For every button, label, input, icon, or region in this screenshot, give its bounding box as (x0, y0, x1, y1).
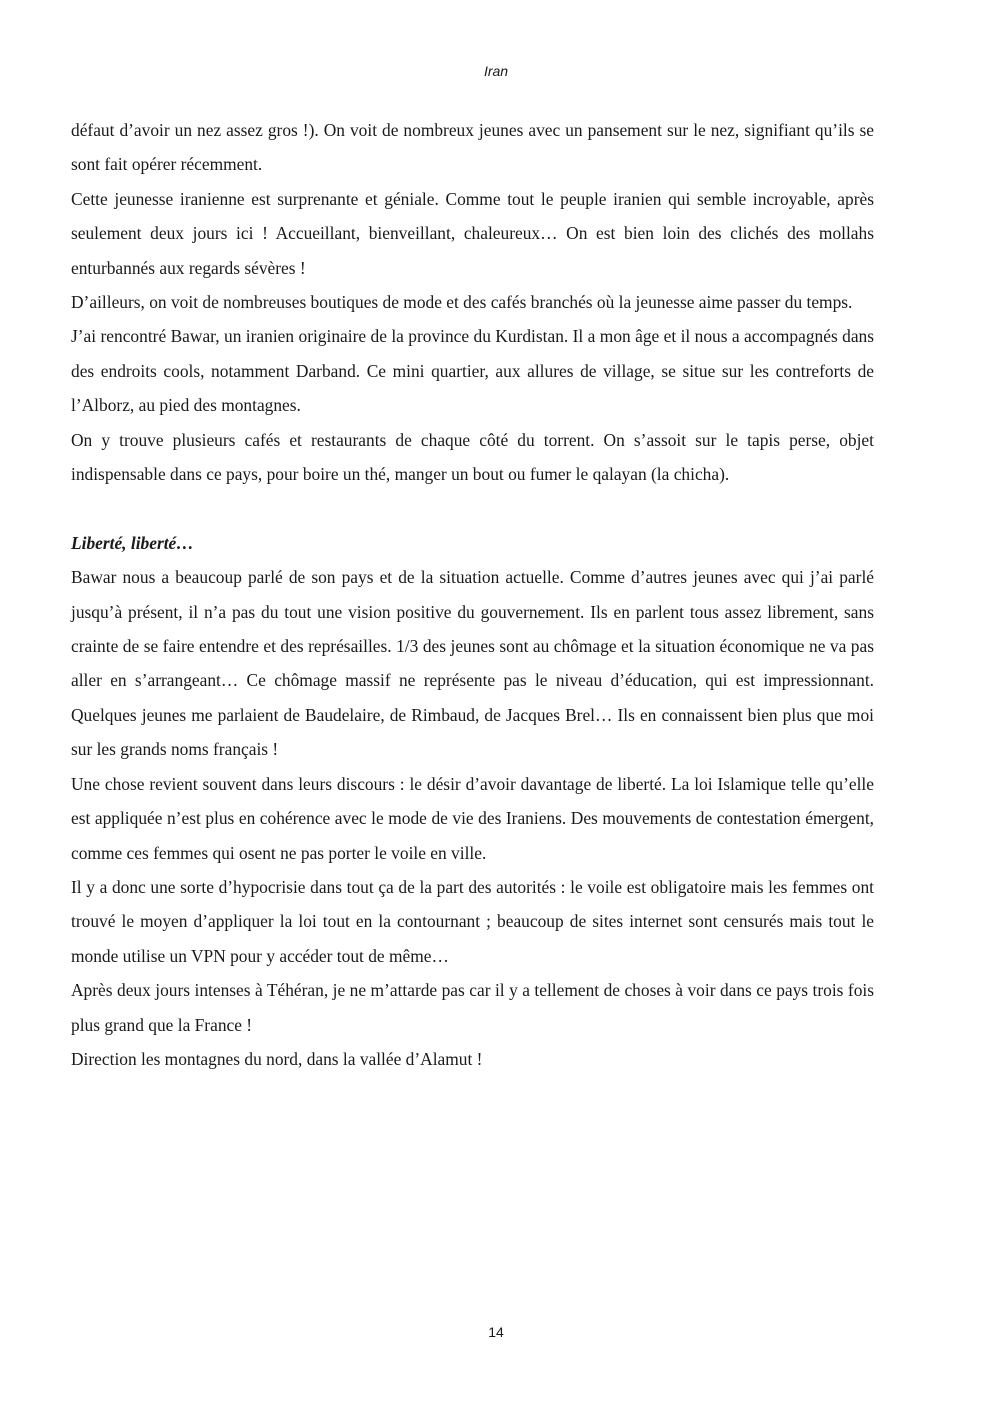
page-body (71, 113, 874, 1076)
paragraph: défaut d’avoir un nez assez gros !). On voit de nombreux jeunes avec un pansement sur le nez, signifiant qu’ils se sont fait opérer récemment. (71, 120, 874, 175)
section-heading: Liberté, liberté… (71, 532, 194, 553)
paragraph: Une chose revient souvent dans leurs discours : le désir d’avoir davantage de liberté. La loi Islamique telle qu’elle est appliquée n’est plus en cohérence avec le mode de vie des Iraniens. Des mouvements de contestation émergent, comme ces femmes qui osent ne pas porter le voile en ville. (71, 773, 874, 863)
paragraph: Il y a donc une sorte d’hypocrisie dans tout ça de la part des autorités : le voile est obligatoire mais les femmes ont trouvé le moyen d’appliquer la loi tout en la contournant ; beaucoup de sites internet sont censurés mais tout le monde utilise un VPN pour y accéder tout de même… (71, 876, 874, 966)
paragraph: Après deux jours intenses à Téhéran, je ne m’attarde pas car il y a tellement de choses à voir dans ce pays trois fois plus grand que la France ! (71, 980, 874, 1035)
paragraph: Cette jeunesse iranienne est surprenante et géniale. Comme tout le peuple iranien qui semble incroyable, après seulement deux jours ici ! Accueillant, bienveillant, chaleureux… On est bien loin des clichés des mollahs enturbannés aux regards sévères ! (71, 188, 874, 278)
running-header: Iran (483, 63, 509, 79)
section-spacer (71, 491, 874, 525)
paragraph: J’ai rencontré Bawar, un iranien originaire de la province du Kurdistan. Il a mon âge et il nous a accompagnés dans des endroits cools, notamment Darband. Ce mini quartier, aux allures de village, se situe sur les contreforts de l’Alborz, au pied des montagnes. (71, 326, 874, 416)
paragraph: On y trouve plusieurs cafés et restaurants de chaque côté du torrent. On s’assoit sur le tapis perse, objet indispensable dans ce pays, pour boire un thé, manger un bout ou fumer le qalayan (la chicha). (71, 429, 874, 485)
paragraph: Bawar nous a beaucoup parlé de son pays et de la situation actuelle. Comme d’autres jeunes avec qui j’ai parlé jusqu’à présent, il n’a pas du tout une vision positive du gouvernement. Ils en parlent tous assez librement, sans crainte de se faire entendre et des représailles. 1/3 des jeunes sont au chômage et la situation économique ne va pas aller en s’arrangeant… Ce chômage massif ne représente pas le niveau d’éducation, qui est impressionnant. Quelques jeunes me parlaient de Baudelaire, de Rimbaud, de Jacques Brel… Ils en connaissent bien plus que moi sur les grands noms français ! (71, 567, 874, 760)
page-number: 14 (488, 1324, 504, 1340)
paragraph: Direction les montagnes du nord, dans la vallée d’Alamut ! (71, 1048, 483, 1069)
paragraph: D’ailleurs, on voit de nombreuses boutiques de mode et des cafés branchés où la jeunesse aime passer du temps. (71, 292, 853, 313)
